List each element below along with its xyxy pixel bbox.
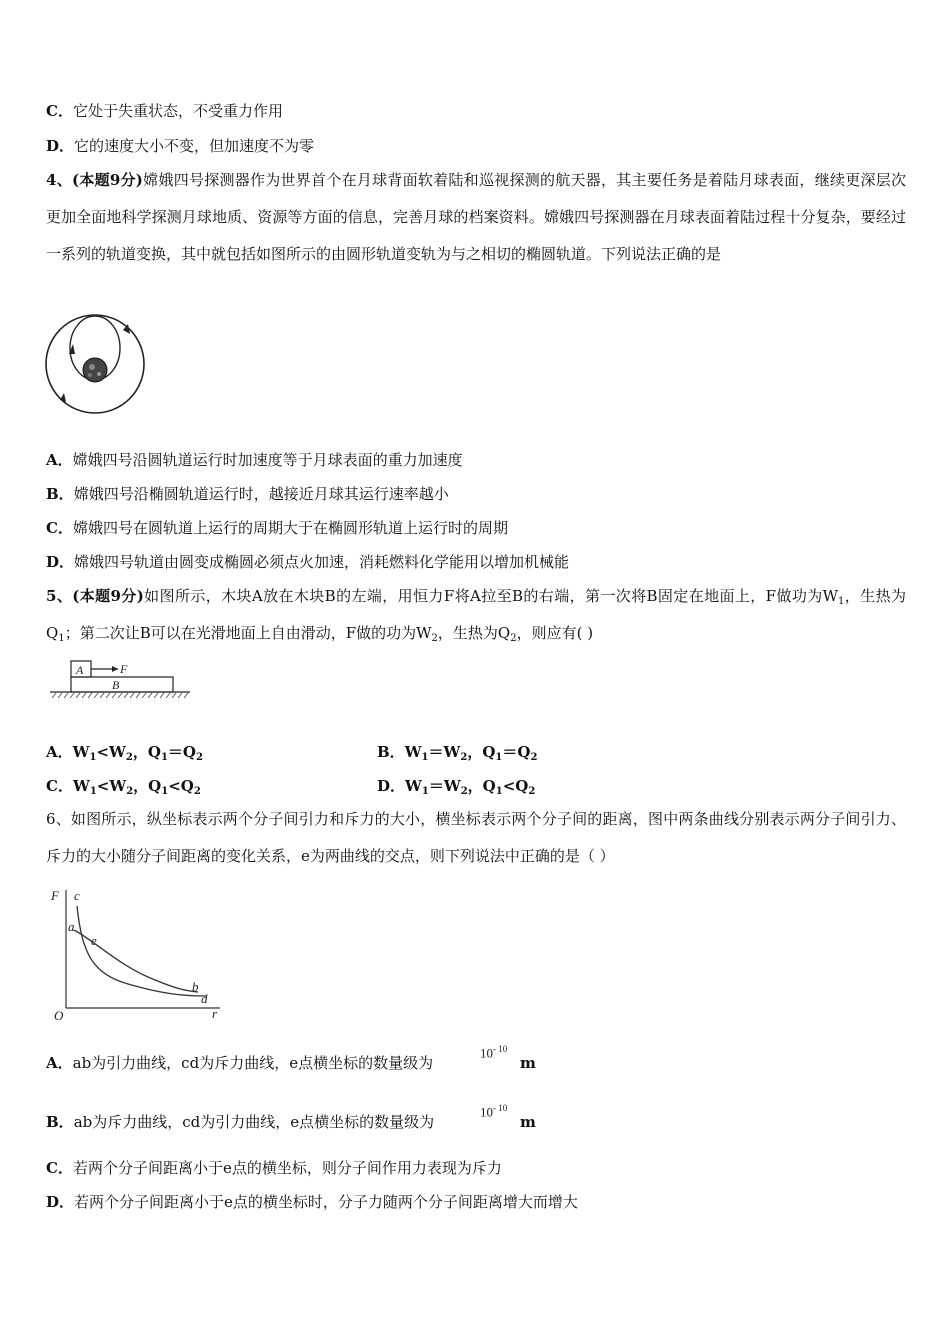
q6-option-c: C．若两个分子间距离小于e点的横坐标，则分子间作用力表现为斥力	[46, 1159, 502, 1177]
fig-label-O: O	[54, 1008, 64, 1023]
block-figure	[48, 656, 193, 702]
fig-label-r: r	[212, 1006, 218, 1021]
fig-label-F: F	[51, 888, 59, 903]
q6-option-a-power: $10^{- 10}$	[480, 1044, 508, 1061]
q6-option-b-power: $10^{- 10}$	[480, 1103, 508, 1120]
fig-label-c: c	[74, 888, 80, 903]
fig-label-d: d	[201, 991, 208, 1006]
q6-option-a: A．ab为引力曲线，cd为斥力曲线，e点横坐标的数量级为	[46, 1054, 434, 1072]
q5-option-c: C．$W_1<W_2$，$Q_1<Q_2$	[46, 777, 201, 797]
q6-option-b-unit: m	[520, 1113, 536, 1131]
q4-option-c: C．嫦娥四号在圆轨道上运行的周期大于在椭圆形轨道上运行时的周期	[46, 519, 508, 537]
q5-option-d: D．$W_1=W_2$，$Q_1<Q_2$	[377, 777, 536, 797]
q4-option-b: B．嫦娥四号沿椭圆轨道运行时，越接近月球其运行速率越小	[46, 485, 449, 503]
q5-option-a: A．$W_1<W_2$，$Q_1=Q_2$	[46, 743, 203, 763]
q5-option-b: B．$W_1=W_2$，$Q_1=Q_2$	[377, 743, 538, 763]
q6-stem: 6、如图所示，纵坐标表示两个分子间引力和斥力的大小，横坐标表示两个分子间的距离，图中两条曲线分别表示两分子间引力、斥力的大小随分子间距离的变化关系，e为两曲线的交点，则下列说法中正确的是（ ）	[46, 810, 906, 865]
q5-stem: 5、(本题9分)如图所示，木块A放在木块B的左端，用恒力F将A拉至B的右端，第一次将B固定在地面上，F做功为$W_1$，生热为$Q_1$；第二次让B可以在光滑地面上自由滑动，F做的功为$W_2$，生热为$Q_2$，则应有( )	[46, 587, 906, 644]
fig-label-f: F	[120, 662, 128, 676]
q3-option-d: D．它的速度大小不变，但加速度不为零	[46, 137, 315, 155]
q4-option-a: A．嫦娥四号沿圆轨道运行时加速度等于月球表面的重力加速度	[46, 451, 463, 469]
fig-label-a6: a	[68, 919, 75, 934]
q4-option-d: D．嫦娥四号轨道由圆变成椭圆必须点火加速，消耗燃料化学能用以增加机械能	[46, 553, 570, 571]
q3-option-c: C．它处于失重状态，不受重力作用	[46, 102, 283, 120]
fig-label-b: B	[112, 678, 120, 692]
q6-option-d: D．若两个分子间距离小于e点的横坐标时，分子力随两个分子间距离增大而增大	[46, 1193, 578, 1211]
fig-label-e: e	[91, 933, 97, 948]
q4-stem: 4、(本题9分)嫦娥四号探测器作为世界首个在月球背面软着陆和巡视探测的航天器，其主要任务是着陆月球表面，继续更深层次更加全面地科学探测月球地质、资源等方面的信息，完善月球的档案资料。嫦娥四号探测器在月球表面着陆过程十分复杂，要经过一系列的轨道变换，其中就包括如图所示的由圆形轨道变轨为与之相切的椭圆轨道。下列说法正确的是	[46, 171, 907, 263]
force-curve-figure	[48, 884, 226, 1026]
q6-option-b: B．ab为斥力曲线，cd为引力曲线，e点横坐标的数量级为	[46, 1113, 435, 1131]
q6-option-a-unit: m	[520, 1054, 536, 1072]
fig-label-a: A	[76, 663, 84, 677]
orbit-figure	[42, 314, 150, 416]
fig-label-b6: b	[192, 979, 199, 994]
